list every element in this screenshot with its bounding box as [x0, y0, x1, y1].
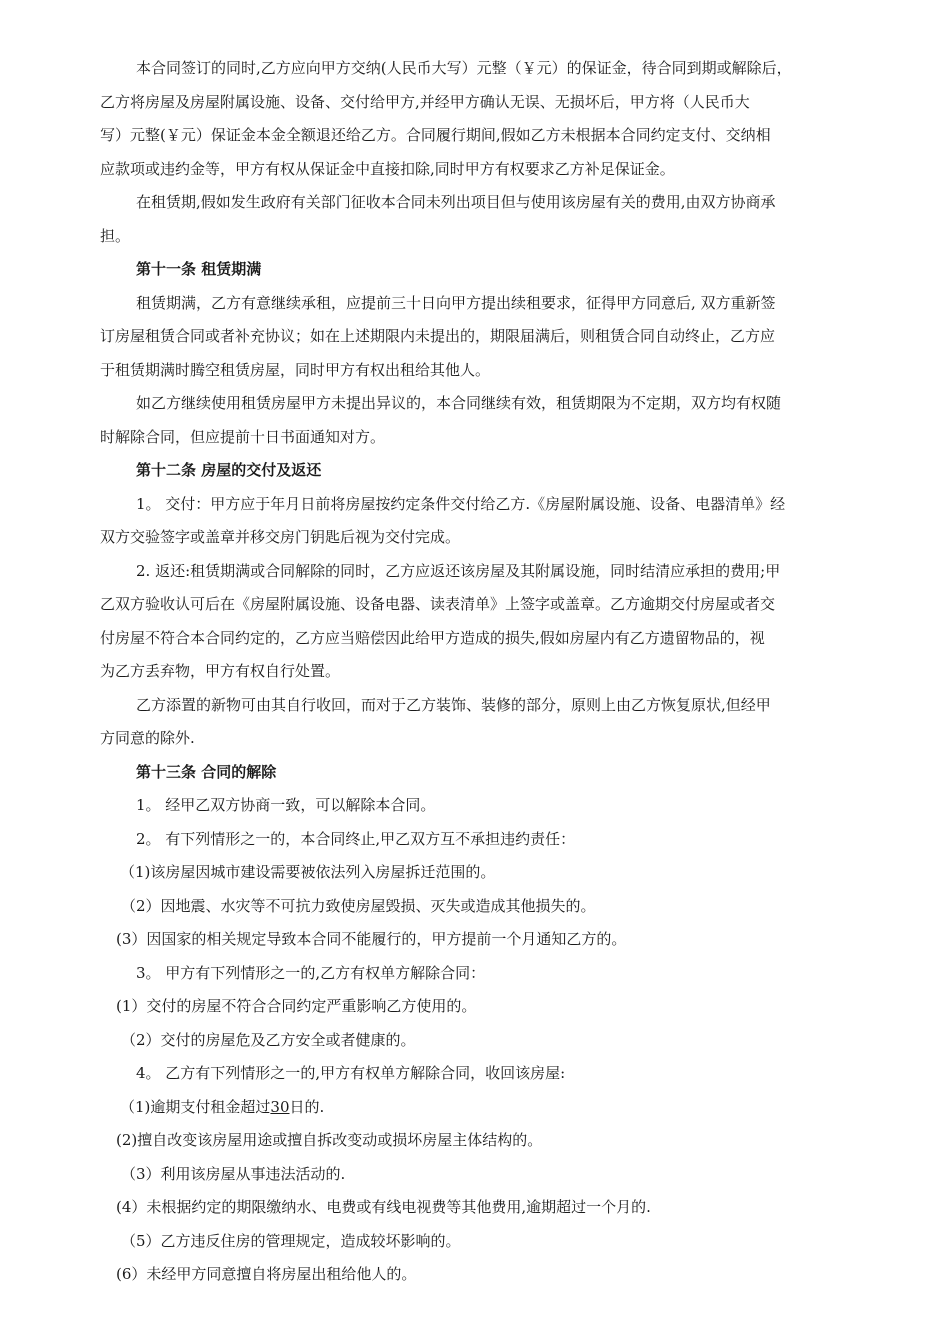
- article-12-item-2-line-1: 2. 返还:租赁期满或合同解除的同时，乙方应返还该房屋及其附属设施，同时结清应承担的费用;甲: [136, 561, 781, 580]
- article-13-item-2-sub-1: （1)该房屋因城市建设需要被依法列入房屋拆迁范围的。: [120, 863, 496, 881]
- article-13-item-2-sub-3: (3）因国家的相关规定导致本合同不能履行的，甲方提前一个月通知乙方的。: [116, 930, 627, 948]
- article-12-heading: 第十二条 房屋的交付及返还: [136, 461, 322, 479]
- article-13-item-3-sub-1: (1）交付的房屋不符合合同约定严重影响乙方使用的。: [116, 997, 477, 1015]
- article-13-item-4-sub-2: (2)擅自改变该房屋用途或擅自拆改变动或损坏房屋主体结构的。: [116, 1131, 543, 1149]
- overdue-days-value: 30: [270, 1097, 290, 1116]
- article-13-item-2: 2。 有下列情形之一的，本合同终止,甲乙双方互不承担违约责任：: [136, 829, 576, 848]
- article-12-item-2-line-3: 付房屋不符合本合同约定的，乙方应当赔偿因此给甲方造成的损失,假如房屋内有乙方遗留物品的，视: [100, 628, 765, 647]
- contract-page: [100, 52, 860, 1292]
- article-12-paragraph-3-line-2: 方同意的除外.: [100, 729, 195, 747]
- article-11-heading: 第十一条 租赁期满: [136, 260, 262, 278]
- article-13-item-4-sub-3: （3）利用该房屋从事违法活动的.: [121, 1164, 346, 1183]
- article-12-item-1-line-2: 双方交验签字或盖章并移交房门钥匙后视为交付完成。: [100, 528, 461, 546]
- deposit-paragraph-line-1: 本合同签订的同时,乙方应向甲方交纳(人民币大写）元整（￥元）的保证金，待合同到期或解除后，: [136, 59, 792, 77]
- article-13-item-4-sub-5: （5）乙方违反住房的管理规定，造成较坏影响的。: [121, 1231, 461, 1250]
- deposit-paragraph-line-2: 乙方将房屋及房屋附属设施、设备、交付给甲方,并经甲方确认无误、无损坏后，甲方将（人民币大: [100, 92, 750, 111]
- article-13-item-4-sub-4: (4）未根据约定的期限缴纳水、电费或有线电视费等其他费用,逾期超过一个月的.: [116, 1198, 651, 1216]
- article-12-paragraph-3-line-1: 乙方添置的新物可由其自行收回，而对于乙方装饰、装修的部分，原则上由乙方恢复原状,但经甲: [136, 695, 771, 714]
- deposit-paragraph-line-3: 写）元整(￥元）保证金本金全额退还给乙方。合同履行期间,假如乙方未根据本合同约定支付、交纳相: [100, 126, 771, 144]
- article-13-item-1: 1。 经甲乙双方协商一致，可以解除本合同。: [136, 796, 436, 814]
- article-11-paragraph-2-line-1: 如乙方继续使用租赁房屋甲方未提出异议的，本合同继续有效，租赁期限为不定期，双方均有权随: [136, 394, 782, 412]
- article-11-paragraph-1-line-1: 租赁期满，乙方有意继续承租，应提前三十日向甲方提出续租要求，征得甲方同意后, 双方重新签: [136, 293, 776, 312]
- fees-paragraph-line-1: 在租赁期,假如发生政府有关部门征收本合同未列出项目但与使用该房屋有关的费用,由双方协商承: [136, 193, 776, 211]
- article-13-item-2-sub-2: （2）因地震、水灾等不可抗力致使房屋毁损、灭失或造成其他损失的。: [121, 896, 596, 915]
- article-12-item-1-line-1: 1。 交付：甲方应于年月日前将房屋按约定条件交付给乙方.《房屋附属设施、设备、电器清单》经: [136, 494, 786, 513]
- fees-paragraph-line-2: 担。: [100, 226, 131, 245]
- article-11-paragraph-1-line-2: 订房屋租赁合同或者补充协议；如在上述期限内未提出的，期限届满后，则租赁合同自动终止，乙方应: [100, 327, 776, 345]
- article-13-item-3: 3。 甲方有下列情形之一的,乙方有权单方解除合同：: [136, 963, 486, 982]
- article-12-item-2-line-4: 为乙方丢弃物，甲方有权自行处置。: [100, 662, 341, 680]
- article-13-item-4-sub-1: [100, 1091, 860, 1125]
- article-11-paragraph-2-line-2: 时解除合同，但应提前十日书面通知对方。: [100, 427, 386, 446]
- article-12-item-2-line-2: 乙双方验收认可后在《房屋附属设施、设备电器、读表清单》上签字或盖章。乙方逾期交付房屋或者交: [100, 595, 776, 613]
- deposit-paragraph-line-4: 应款项或违约金等，甲方有权从保证金中直接扣除,同时甲方有权要求乙方补足保证金。: [100, 159, 675, 178]
- article-13-item-4: 4。 乙方有下列情形之一的,甲方有权单方解除合同，收回该房屋:: [136, 1064, 566, 1082]
- article-13-heading: 第十三条 合同的解除: [136, 762, 277, 781]
- article-11-paragraph-1-line-3: 于租赁期满时腾空租赁房屋，同时甲方有权出租给其他人。: [100, 360, 491, 379]
- overdue-rent-suffix: 日的.: [289, 1097, 325, 1116]
- article-13-item-4-sub-6: (6）未经甲方同意擅自将房屋出租给他人的。: [116, 1265, 417, 1283]
- article-13-item-3-sub-2: （2）交付的房屋危及乙方安全或者健康的。: [121, 1030, 416, 1049]
- overdue-rent-text: （1)逾期支付租金超过: [120, 1097, 271, 1116]
